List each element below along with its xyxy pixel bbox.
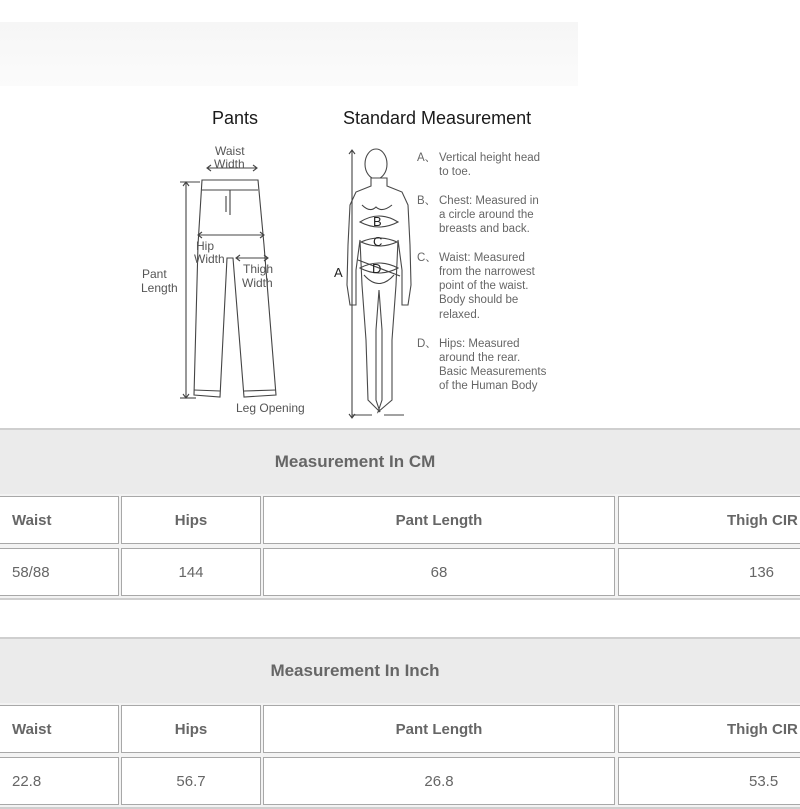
table-inch-body [0, 703, 800, 809]
note-c-letter: C、 [417, 252, 437, 264]
table-inch-value-hips: 56.7 [121, 757, 261, 805]
table-inch-header-thigh-cir: Thigh CIR [618, 705, 800, 753]
body-letter-b: B [373, 214, 382, 229]
note-a-letter: A、 [417, 152, 437, 164]
table-cm-header-waist: Waist [0, 496, 119, 544]
note-d-letter: D、 [417, 338, 437, 350]
body-letter-c: C [373, 234, 383, 249]
table-cm-value-pant-length: 68 [263, 548, 615, 596]
table-cm-body [0, 494, 800, 600]
table-inch-value-thigh-cir: 53.5 [618, 757, 800, 805]
note-b-line-1: Chest: Measured in [439, 195, 539, 207]
human-figure [347, 149, 411, 415]
thigh-width-label-1: Thigh [243, 262, 274, 276]
note-d-line-1: Hips: Measured [439, 338, 520, 350]
note-d-line-2: around the rear. [439, 352, 521, 364]
pant-length-label-1: Pant [142, 267, 167, 281]
note-b-letter: B、 [417, 195, 437, 207]
note-a-line-1: Vertical height head [439, 152, 541, 164]
table-inch-header-pant-length: Pant Length [263, 705, 615, 753]
leg-opening-label: Leg Opening [236, 401, 305, 415]
note-a-line-2: to toe. [439, 166, 471, 178]
note-c-line-5: relaxed. [439, 309, 480, 321]
body-letter-a: A [334, 265, 343, 280]
table-row [0, 546, 800, 598]
table-cm-header-hips: Hips [121, 496, 261, 544]
table-inch-header-row [0, 703, 800, 755]
table-cm-header-row [0, 494, 800, 546]
table-inch-title: Measurement In Inch [270, 661, 440, 680]
table-row [0, 755, 800, 807]
table-inch-header-band [0, 637, 800, 703]
table-inch-value-waist: 22.8 [0, 757, 119, 805]
note-b-line-2: a circle around the [439, 209, 534, 221]
table-cm-header-band [0, 428, 800, 494]
table-cm-value-waist: 58/88 [0, 548, 119, 596]
note-d-line-3: Basic Measurements [439, 366, 547, 378]
table-measurement-inch [0, 637, 800, 809]
table-cm-value-thigh-cir: 136 [618, 548, 800, 596]
waist-width-label-1: Waist [215, 144, 245, 158]
hip-width-label-1: Hip [196, 239, 215, 253]
note-c-line-2: from the narrowest [439, 266, 535, 278]
waist-width-label-2: Width [214, 157, 245, 171]
measurement-notes [417, 152, 547, 392]
thigh-width-label-2: Width [242, 276, 273, 290]
body-letter-d: D [372, 261, 382, 276]
table-inch-header-waist: Waist [0, 705, 119, 753]
hip-width-label-2: Width [194, 252, 225, 266]
table-measurement-cm [0, 428, 800, 600]
table-cm-header-pant-length: Pant Length [263, 496, 615, 544]
note-b-line-3: breasts and back. [439, 223, 530, 235]
note-c-line-4: Body should be [439, 294, 519, 306]
table-inch-value-pant-length: 26.8 [263, 757, 615, 805]
pants-title: Pants [212, 108, 259, 128]
standard-measurement-title: Standard Measurement [343, 108, 532, 128]
table-cm-value-hips: 144 [121, 548, 261, 596]
table-cm-title: Measurement In CM [274, 452, 436, 471]
note-d-line-4: of the Human Body [439, 380, 538, 392]
pant-length-label-2: Length [141, 281, 178, 295]
table-inch-header-hips: Hips [121, 705, 261, 753]
note-c-line-1: Waist: Measured [439, 252, 525, 264]
note-c-line-3: point of the waist. [439, 280, 529, 292]
table-cm-header-thigh-cir: Thigh CIR [618, 496, 800, 544]
